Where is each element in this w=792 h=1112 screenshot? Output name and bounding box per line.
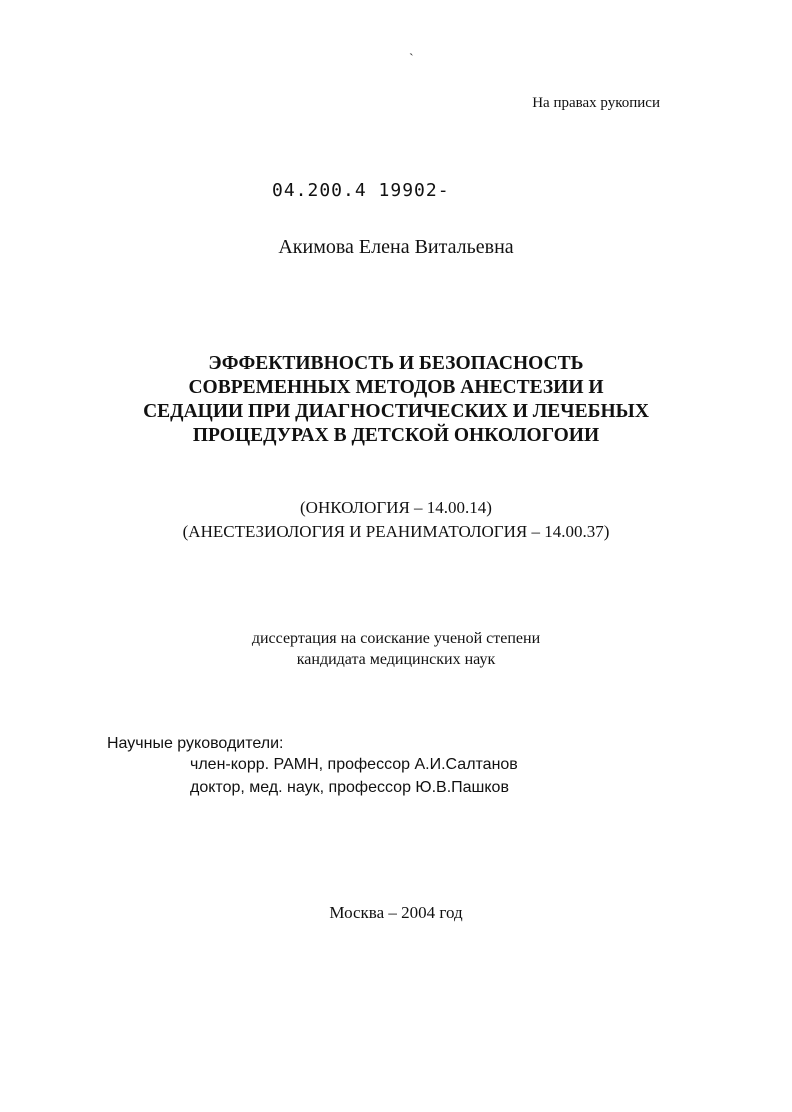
registration-number: 04.200.4 19902- [272,180,450,201]
specialty-oncology: (ОНКОЛОГИЯ – 14.00.14) [300,498,492,517]
degree-statement [0,628,792,670]
supervisor-1: член-корр. РАМН, профессор А.И.Салтанов [190,756,518,773]
degree-line: диссертация на соискание ученой степени [251,630,541,647]
author-name: Акимова Елена Витальевна [278,236,514,258]
supervisor-2: доктор, мед. наук, профессор Ю.В.Пашков [190,779,509,796]
specialty-anesthesiology: (АНЕСТЕЗИОЛОГИЯ И РЕАНИМАТОЛОГИЯ – 14.00.37) [182,522,610,541]
title-line: СОВРЕМЕННЫХ МЕТОДОВ АНЕСТЕЗИИ И [188,377,604,398]
title-line: ЭФФЕКТИВНОСТЬ И БЕЗОПАСНОСТЬ [208,353,584,374]
title-line: ПРОЦЕДУРАХ В ДЕТСКОЙ ОНКОЛОГОИИ [192,425,600,446]
rights-notice: На правах рукописи [532,95,660,111]
specialties [0,496,792,544]
degree-line: кандидата медицинских наук [296,651,496,668]
stray-mark: ` [409,52,414,67]
supervisors-label: Научные руководители: [107,735,284,752]
thesis-title [0,352,792,448]
city-year: Москва – 2004 год [329,903,463,922]
title-line: СЕДАЦИИ ПРИ ДИАГНОСТИЧЕСКИХ И ЛЕЧЕБНЫХ [143,401,649,422]
